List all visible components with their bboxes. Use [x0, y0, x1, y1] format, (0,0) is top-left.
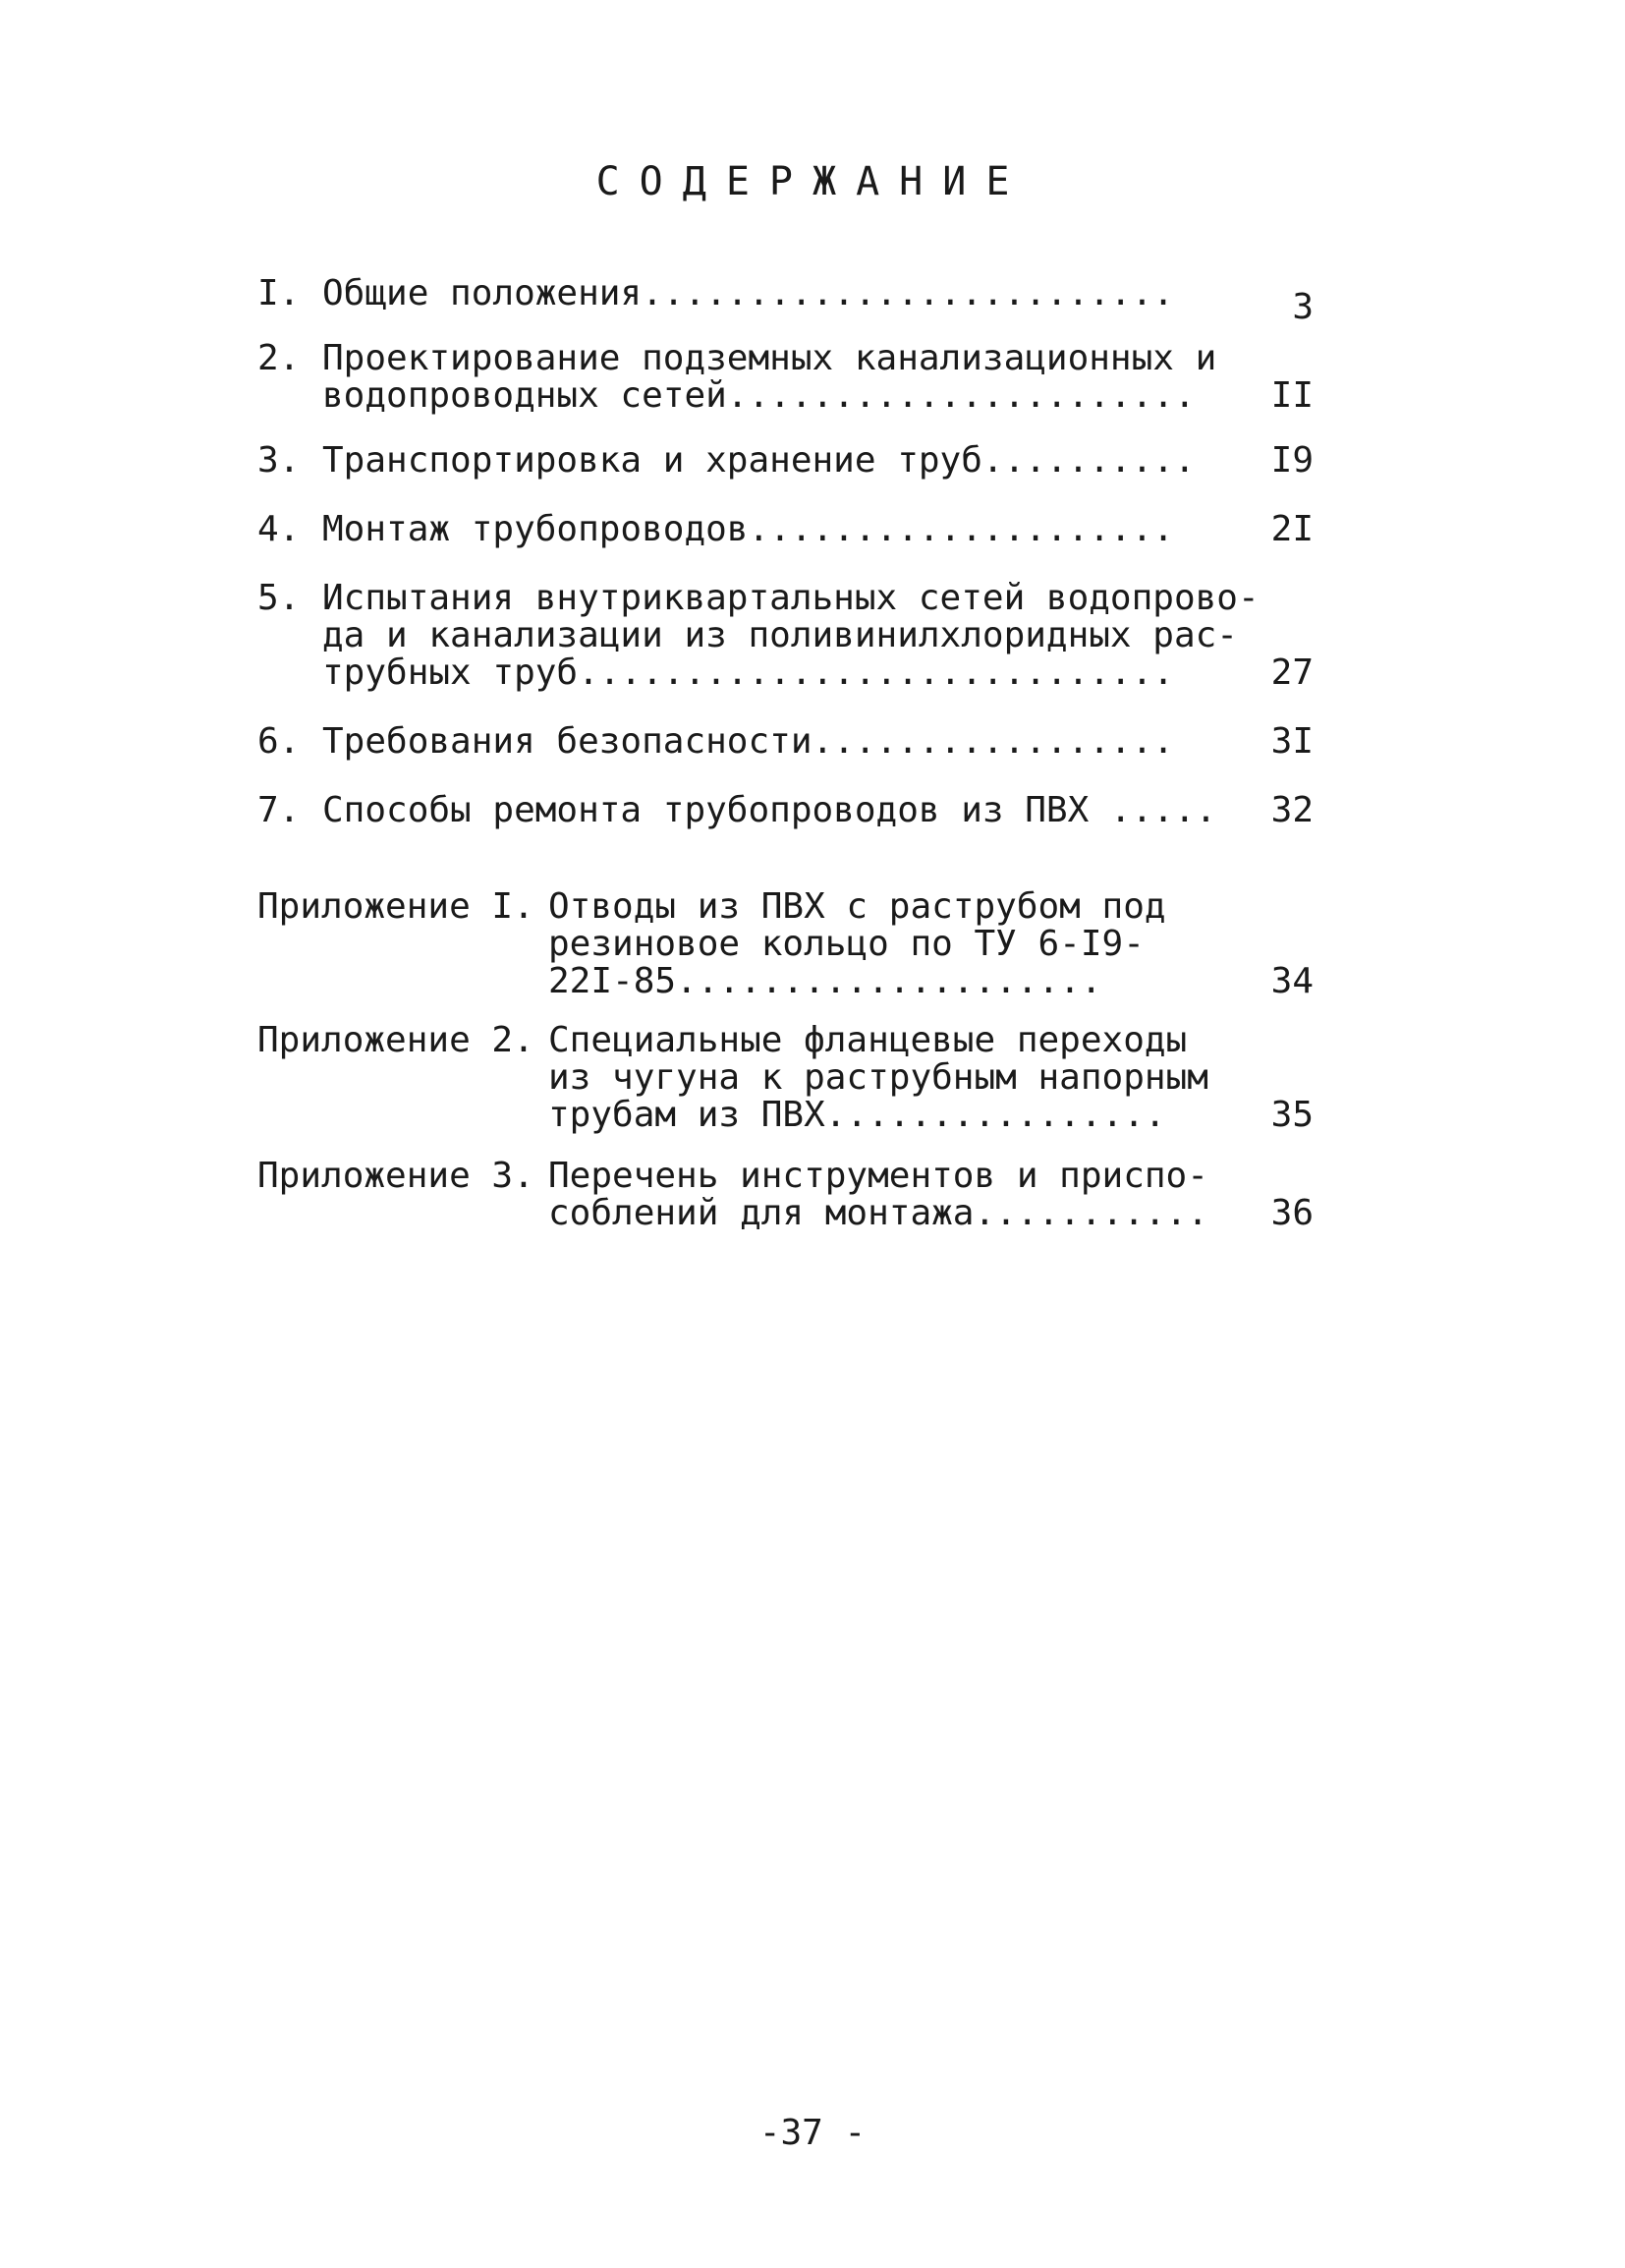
appendix-text: Отводы из ПВХ с раструбом под — [548, 886, 1166, 927]
appendix-page: 34 — [1270, 961, 1314, 1001]
toc-entry-page: 3I — [1270, 721, 1314, 762]
appendix-text: Специальные фланцевые переходы — [548, 1020, 1188, 1060]
toc-entry-text: Способы ремонта трубопроводов из ПВХ ..... — [322, 790, 1217, 830]
appendix-text: 22I-85.................... — [548, 961, 1102, 1001]
appendix-page: 35 — [1270, 1095, 1314, 1135]
toc-entry-text: трубных труб............................ — [322, 652, 1174, 693]
page-number: -37 - — [758, 2113, 867, 2153]
toc-entry-page: II — [1270, 375, 1314, 416]
toc-entry-page: 27 — [1270, 652, 1314, 693]
toc-entry-number: 3. — [257, 440, 301, 481]
toc-entry-page: I9 — [1270, 440, 1314, 481]
appendix-label: Приложение 3. — [257, 1156, 534, 1196]
toc-entry-page: 32 — [1270, 790, 1314, 830]
toc-entry-text: да и канализации из поливинилхлоридных рас- — [322, 615, 1238, 655]
toc-entry-number: I. — [257, 273, 301, 313]
toc-entry-text: водопроводных сетей...................... — [322, 375, 1196, 416]
appendix-text: Перечень инструментов и приспо- — [548, 1156, 1208, 1196]
toc-entry-text: Испытания внутриквартальных сетей водопрово- — [322, 578, 1260, 618]
toc-entry-page: 3 — [1292, 287, 1314, 327]
appendix-text: из чугуна к раструбным напорным — [548, 1057, 1208, 1098]
toc-entry-number: 7. — [257, 790, 301, 830]
toc-entry-text: Общие положения......................... — [322, 273, 1174, 313]
toc-entry-text: Проектирование подземных канализационных и — [322, 338, 1217, 378]
appendix-page: 36 — [1270, 1193, 1314, 1233]
toc-entry-page: 2I — [1270, 509, 1314, 549]
toc-entry-number: 2. — [257, 338, 301, 378]
toc-entry-number: 5. — [257, 578, 301, 618]
toc-entry-text: Монтаж трубопроводов.................... — [322, 509, 1174, 549]
appendix-label: Приложение I. — [257, 886, 534, 927]
toc-entry-number: 4. — [257, 509, 301, 549]
appendix-text: резиновое кольцо по ТУ 6-I9- — [548, 924, 1145, 964]
appendix-text: трубам из ПВХ................ — [548, 1095, 1166, 1135]
toc-entry-text: Требования безопасности................. — [322, 721, 1174, 762]
toc-entry-number: 6. — [257, 721, 301, 762]
page-title: СОДЕРЖАНИЕ — [595, 159, 1030, 204]
toc-entry-text: Транспортировка и хранение труб.......... — [322, 440, 1196, 481]
appendix-label: Приложение 2. — [257, 1020, 534, 1060]
appendix-text: соблений для монтажа........... — [548, 1193, 1208, 1233]
